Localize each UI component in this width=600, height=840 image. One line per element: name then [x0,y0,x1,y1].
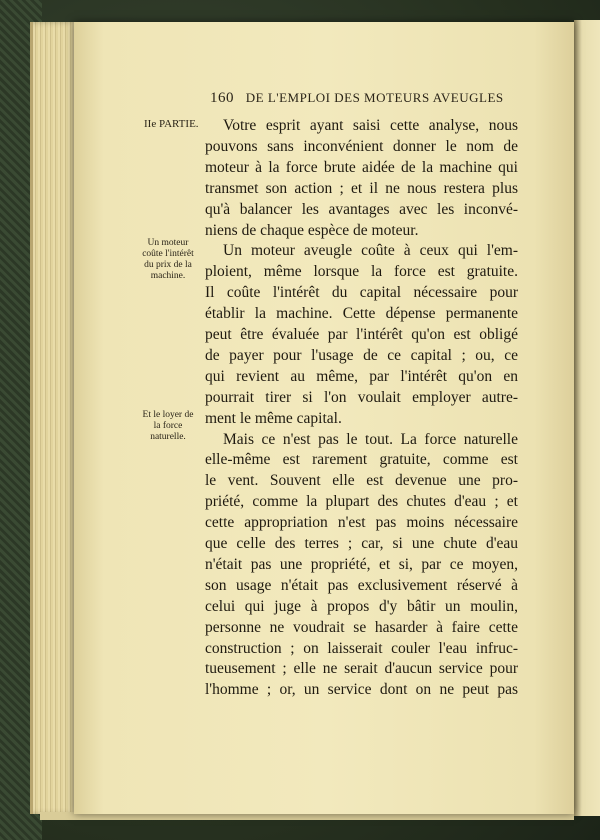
text-line: cette appropriation n'est pas moins nécessaire [205,514,518,532]
text-line: ploient, même lorsque la force est gratuite. [205,263,518,281]
margin-note: Un moteur coûte l'intérêt du prix de la machine. [142,238,194,281]
text-line: transmet son action ; et il ne nous restera plus [205,179,518,197]
next-page-edge [574,20,600,816]
text-line: Mais ce n'est pas le tout. La force naturelle [223,430,518,448]
text-line: n'était pas une propriété, et si, par ce moyen, [205,555,518,573]
text-line: de payer pour l'usage de ce capital ; ou, ce [205,346,518,364]
text-line: l'homme ; or, un service dont on ne peut pas [205,681,518,699]
text-line: établir la machine. Cette dépense permanente [205,305,518,323]
text-line: ment le même capital. [205,409,342,427]
text-line: personne ne voudrait se hasarder à faire cette [205,618,518,636]
text-line: tueusement ; elle ne serait d'aucun service pour [205,660,518,678]
running-header [210,90,504,107]
text-line: qui revient au même, par l'intérêt qu'on en [205,367,518,385]
text-line: qu'à balancer les avantages avec les inconvé- [205,200,518,218]
text-line: moteur à la force brute aidée de la machine qui [205,158,518,176]
text-line: que celle des terres ; car, si une chute d'eau [205,535,518,552]
text-line: elle-même est rarement gratuite, comme est [205,451,518,469]
page-edges [30,22,79,814]
text-line: Votre esprit ayant saisi cette analyse, nous [223,117,518,134]
running-title: DE L'EMPLOI DES MOTEURS AVEUGLES [245,90,504,105]
text-line: le vent. Souvent elle est devenue une pro- [205,472,518,490]
text-line: priété, comme la plupart des chutes d'eau ; et [205,493,518,511]
text-line: construction ; on laisserait couler l'eau infruc- [205,639,518,657]
text-line: peut être évaluée par l'intérêt qu'on est obligé [205,326,518,343]
part-label: IIe PARTIE. [144,118,199,130]
text-line: Un moteur aveugle coûte à ceux qui l'em- [223,242,518,260]
text-line: pourrait tirer si l'on voulait employer autre- [205,388,518,406]
text-line: Il coûte l'intérêt du capital nécessaire pour [205,284,518,302]
text-line: pouvons sans inconvénient donner le nom de [205,137,518,155]
page-number: 160 [210,90,234,106]
text-line: son usage n'était pas exclusivement réservé à [205,576,518,594]
text-line: niens de chaque espèce de moteur. [205,221,419,239]
text-line: celui qui juge à propos d'y bâtir un moulin, [205,597,518,615]
margin-note: Et le loyer de la force naturelle. [142,410,194,442]
